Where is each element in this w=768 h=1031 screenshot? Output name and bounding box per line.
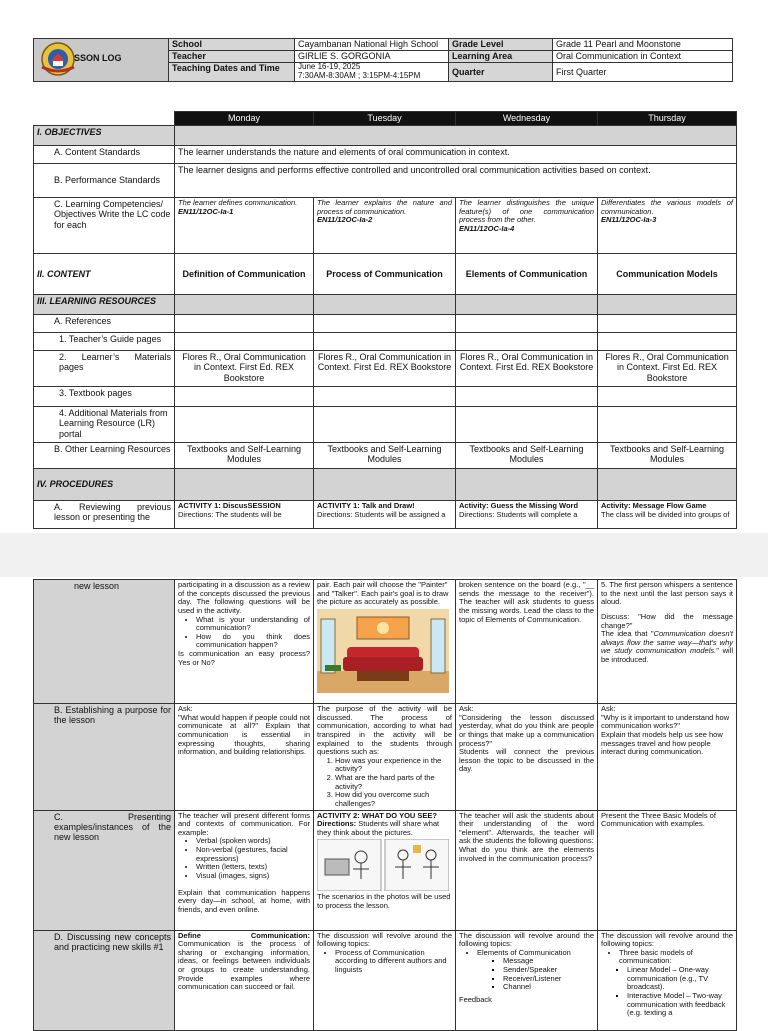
dates-line1: June 16-19, 2025 <box>298 62 361 71</box>
lm-monday: Flores R., Oral Communication in Context. First Ed. REX Bookstore <box>175 351 314 387</box>
proc-d-tuesday: The discussion will revolve around the following topics: • Process of Communication according to different authors and linguists <box>314 930 456 1030</box>
content-thursday: Communication Models <box>598 254 737 295</box>
content-wednesday: Elements of Communication <box>456 254 598 295</box>
procedure-a-label: A. Reviewing previous lesson or presenting the <box>34 501 175 529</box>
living-room-illustration <box>317 609 449 693</box>
day-wednesday: Wednesday <box>456 112 598 126</box>
dates-line2: 7:30AM-8:30AM ; 3:15PM-4:15PM <box>298 70 421 80</box>
competency-thursday: Differentiates the various models of communication. EN11/12OC-Ia-3 <box>598 198 737 254</box>
teacher-label: Teacher <box>169 51 295 63</box>
scenario-photos <box>317 839 449 891</box>
procedures-title: IV. PROCEDURES <box>34 469 175 501</box>
additional-label: 4. Additional Materials from Learning Resource (LR) portal <box>34 407 175 443</box>
proc-c-tuesday: ACTIVITY 2: WHAT DO YOU SEE? Directions: Students will share what they think about the pictures. The scenarios in the photos will be used to process the lesson. <box>314 810 456 930</box>
competency-monday: The learner defines communication. EN11/12OC-Ia-1 <box>175 198 314 254</box>
day-thursday: Thursday <box>598 112 737 126</box>
procedure-d-label: D. Discussing new concepts and practicing new skills #1 <box>34 930 175 1030</box>
competency-wednesday: The learner distinguishes the unique feature(s) of one communication process from the other. EN11/12OC-Ia-4 <box>456 198 598 254</box>
competency-tuesday: The learner explains the nature and process of communication. EN11/12OC-Ia-2 <box>314 198 456 254</box>
procedure-c-label: C. Presenting examples/instances of the new lesson <box>34 810 175 930</box>
school-value: Cayambanan National High School <box>295 39 449 51</box>
dates-label: Teaching Dates and Time <box>169 63 295 82</box>
procedure-a-label-cont: new lesson <box>34 580 175 704</box>
proc-a-wednesday-top: Activity: Guess the Missing Word Directions: Students will complete a <box>456 501 598 529</box>
competencies-label: C. Learning Competencies/ Objectives Write the LC code for each <box>34 198 175 254</box>
proc-b-tuesday: The purpose of the activity will be discussed. The process of communication, according to what had transpired in the activity will be explained to the students through questions such as: 1. How was your experience in the activity? 2. What are the hard parts of the activity? 3. How did you overcome such challenges? <box>314 704 456 811</box>
proc-b-thursday: Ask: "Why is it important to understand how communication works?" Explain that models help us see how messages travel and how people interact during communication. <box>598 704 737 811</box>
area-label: Learning Area <box>449 51 553 63</box>
proc-a-monday-top: ACTIVITY 1: DiscusSESSION Directions: The students will be <box>175 501 314 529</box>
teacher-value: GIRLIE S. GORGONIA <box>295 51 449 63</box>
procedure-b-label: B. Establishing a purpose for the lesson <box>34 704 175 811</box>
area-value: Oral Communication in Context <box>553 51 733 63</box>
dll-table-page1 <box>33 111 737 529</box>
proc-a-monday: participating in a discussion as a review of the concepts discussed the previous day. The following questions will be used in the activity. • What is your understanding of communication? • How do you think does communication happen? Is communication an easy process? Yes or No? <box>175 580 314 704</box>
quarter-value: First Quarter <box>553 63 733 82</box>
lm-label: 2. Learner’s Materials pages <box>34 351 175 387</box>
proc-d-monday: Define Communication: Communication is the process of sharing or exchanging information, ideas, or feelings between individuals or groups to create understanding. Provide examples where communication can succeed or fail. <box>175 930 314 1030</box>
content-monday: Definition of Communication <box>175 254 314 295</box>
content-title: II. CONTENT <box>34 254 175 295</box>
proc-d-wednesday: The discussion will revolve around the following topics: • Elements of Communication ▪ Message ▪ Sender/Speaker ▪ Receiver/Listener ▪ Channel Feedback <box>456 930 598 1030</box>
school-seal-icon <box>40 41 76 77</box>
proc-a-tuesday-top: ACTIVITY 1: Talk and Draw! Directions: Students will be assigned a <box>314 501 456 529</box>
day-monday: Monday <box>175 112 314 126</box>
grade-value: Grade 11 Pearl and Moonstone <box>553 39 733 51</box>
proc-d-thursday: The discussion will revolve around the following topics: • Three basic models of communication: ▪ Linear Model – One-way communication (e.g., TV broadcast). ▪ Interactive Model – Two-way communication with feedback (e.g. texting a <box>598 930 737 1030</box>
content-tuesday: Process of Communication <box>314 254 456 295</box>
proc-a-thursday-top: Activity: Message Flow Game The class will be divided into groups of <box>598 501 737 529</box>
dll-table-page2 <box>33 579 737 1031</box>
proc-c-monday: The teacher will present different forms and contexts of communication. For example: • Verbal (spoken words) • Non-verbal (gestures, facial expressions) • Written (letters, texts) • Visual (images, signs) Explain that communication happens every day—in school, at home, with friends, and even online. <box>175 810 314 930</box>
proc-b-wednesday: Ask: "Considering the lesson discussed yesterday, what do you think are people or things that make up a communication process?" Students will connect the previous lesson the topic to be discussed in the day. <box>456 704 598 811</box>
tg-label: 1. Teacher’s Guide pages <box>34 333 175 351</box>
proc-c-thursday: Present the Three Basic Models of Communication with examples. <box>598 810 737 930</box>
proc-a-wednesday: broken sentence on the board (e.g., "__ sends the message to the receiver"). The teacher will ask students to guess the missing words. Lead the class to the topic of Elements of Communication. <box>456 580 598 704</box>
other-wednesday: Textbooks and Self-Learning Modules <box>456 443 598 469</box>
lm-wednesday: Flores R., Oral Communication in Context. First Ed. REX Bookstore <box>456 351 598 387</box>
grade-label: Grade Level <box>449 39 553 51</box>
proc-a-thursday: 5. The first person whispers a sentence to the next until the last person says it aloud. Discuss: "How did the message change?" The idea that "Communication doesn't always flow the same way—that's why we study communication models." will be introduced. <box>598 580 737 704</box>
quarter-label: Quarter <box>449 63 553 82</box>
day-tuesday: Tuesday <box>314 112 456 126</box>
proc-b-monday: Ask: "What would happen if people could not communicate at all?" Explain that communication is essential in expressing thoughts, sharing information, and building relationships. <box>175 704 314 811</box>
proc-c-wednesday: The teacher will ask the students about their understanding of the word "element". Afterwards, the teacher will ask the students the following questions: What do you think are the elements involved in the communication process? <box>456 810 598 930</box>
other-label: B. Other Learning Resources <box>34 443 175 469</box>
resources-title: III. LEARNING RESOURCES <box>34 295 175 315</box>
proc-a-tuesday: pair. Each pair will choose the "Painter" and "Talker". Each pair's goal is to draw the picture as accurately as possible. <box>314 580 456 704</box>
dates-value <box>295 63 449 82</box>
header-table <box>33 38 733 82</box>
page-gap <box>0 533 768 577</box>
other-thursday: Textbooks and Self-Learning Modules <box>598 443 737 469</box>
objectives-title: I. OBJECTIVES <box>34 126 175 146</box>
logo-cell <box>34 39 169 82</box>
school-label: School <box>169 39 295 51</box>
lm-thursday: Flores R., Oral Communication in Context. First Ed. REX Bookstore <box>598 351 737 387</box>
textbook-label: 3. Textbook pages <box>34 387 175 407</box>
performance-standards: The learner designs and performs effective controlled and uncontrolled oral communication activities based on context. <box>175 164 737 198</box>
performance-standards-label: B. Performance Standards <box>34 164 175 198</box>
lm-tuesday: Flores R., Oral Communication in Context. First Ed. REX Bookstore <box>314 351 456 387</box>
other-monday: Textbooks and Self-Learning Modules <box>175 443 314 469</box>
references-label: A. References <box>34 315 175 333</box>
content-standards: The learner understands the nature and elements of oral communication in context. <box>175 146 737 164</box>
content-standards-label: A. Content Standards <box>34 146 175 164</box>
logo-text: SSON LOG <box>74 53 122 63</box>
other-tuesday: Textbooks and Self-Learning Modules <box>314 443 456 469</box>
